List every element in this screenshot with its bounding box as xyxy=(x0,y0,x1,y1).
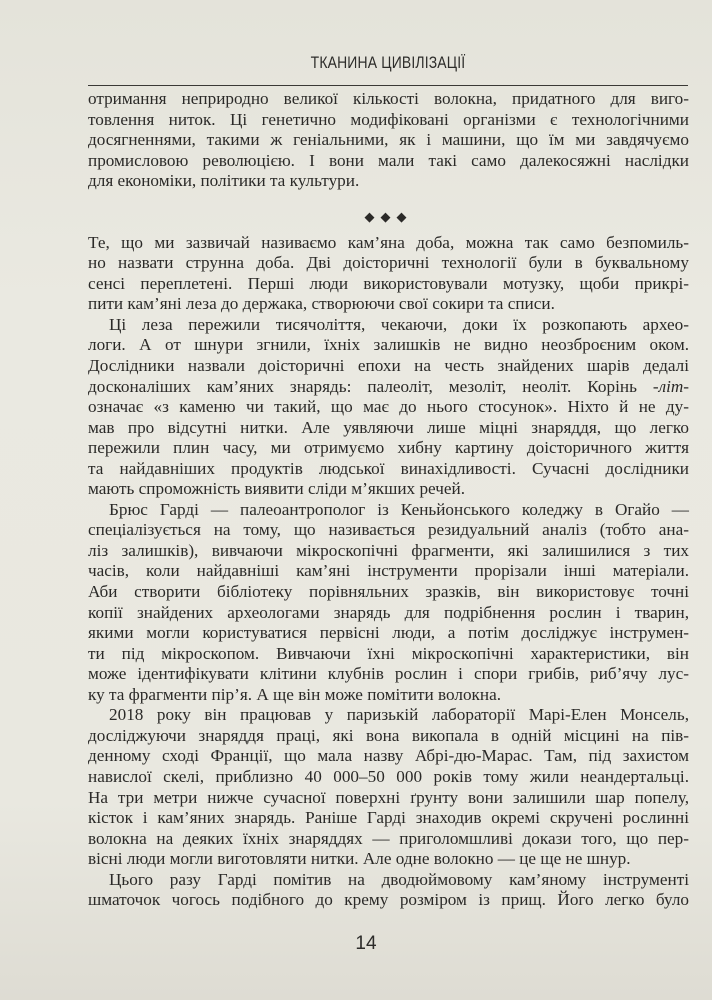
text-line: мають спроможність виявити сліди м’якших речей. xyxy=(88,479,465,499)
paragraph xyxy=(88,870,689,911)
text-line: означає «з каменю чи такий, що має до нього стосунок». Ніхто й не ду- xyxy=(88,397,689,417)
paragraph xyxy=(88,233,689,315)
text-line: кісток і кам’яних знарядь. Раніше Гарді знаходив окремі скручені рослинні xyxy=(88,808,689,828)
paragraph xyxy=(88,500,689,705)
text-line: мав про відсутні нитки. Але уявляючи лише міцні знаряддя, що легко xyxy=(88,417,689,437)
text-segment: досконаліших кам’яних знарядь: палеоліт, мезоліт, неоліт. Корінь xyxy=(88,376,653,396)
text-line: шматочок чогось подібного до крему розміром із прищ. Його легко було xyxy=(88,890,689,910)
running-title: ТКАНИНА ЦИВІЛІЗАЦІЇ xyxy=(310,53,466,72)
text-line: ти під мікроскопом. Вивчаючи їхні мікроскопічні характеристики, він xyxy=(88,643,689,663)
text-line: 2018 року він працював у паризькій лабораторії Марі-Елен Монсель, xyxy=(109,705,689,725)
paragraph xyxy=(88,315,689,500)
paragraph xyxy=(88,89,689,192)
text-line: та найдавніших продуктів людської винахідливості. Сучасні дослідники xyxy=(88,458,689,478)
text-line: спеціалізується на тому, що називається резидуальний аналіз (тобто ана- xyxy=(88,520,689,540)
text-line: Те, що ми зазвичай називаємо кам’яна доба, можна так само безпомиль- xyxy=(88,232,689,252)
text-line: якими могли користуватися первісні люди, а потім досліджує інструмен- xyxy=(88,623,689,643)
page-body xyxy=(88,89,689,911)
text-line: Ці леза пережили тисячоліття, чекаючи, доки їх розкопають архео- xyxy=(109,314,689,334)
section-before-break xyxy=(88,89,689,192)
paragraph xyxy=(88,705,689,869)
text-line: для економіки, політики та культури. xyxy=(88,171,360,191)
text-line: копії знайдених археологами знарядь для подрібнення рослин і тварин, xyxy=(88,602,689,622)
text-line: товлення ниток. Ці генетично модифіковані організми є технологічними xyxy=(88,109,689,129)
text-line: може ідентифікувати клітини клубнів рослин і спори грибів, риб’ячу лус- xyxy=(88,664,689,684)
italic-text: -літ- xyxy=(652,376,689,396)
page-number: 14 xyxy=(355,933,377,954)
section-break-ornament: ◆◆◆ xyxy=(364,208,413,224)
text-line: На три метри нижче сучасної поверхні ґрунту вони залишили шар попелу, xyxy=(88,787,689,807)
text-line: навислої скелі, приблизно 40 000–50 000 років тому жили неандертальці. xyxy=(88,766,689,786)
text-line: вісні люди могли виготовляти нитки. Але одне волокно — це ще не шнур. xyxy=(88,849,631,869)
text-line: досліджуючи знаряддя праці, які вона викопала в одній місцині на пів- xyxy=(88,725,689,745)
text-line: промисловою революцією. І вони мали такі само далекосяжні наслідки xyxy=(88,150,689,170)
text-line: пережили плин часу, ми отримуємо хибну картину доісторичного життя xyxy=(88,438,689,458)
text-line: волокна на деяких їхніх знаряддях — приголомшливі докази того, що пер- xyxy=(88,828,689,848)
text-line: но назвати струнна доба. Дві доісторичні технології були в буквальному xyxy=(88,253,689,273)
text-line: ку та фрагменти пір’я. А ще він може помітити волокна. xyxy=(88,684,502,704)
text-line: Аби створити бібліотеку порівняльних зразків, він використовує точні xyxy=(88,582,689,602)
text-line: Цього разу Гарді помітив на дводюймовому кам’яному інструменті xyxy=(109,869,689,889)
text-line: Брюс Гарді — палеоантрополог із Кеньйонського коледжу в Огайо — xyxy=(109,499,689,519)
header-rule xyxy=(88,85,688,86)
text-line: досягненнями, такими ж геніальними, як і машини, що їм ми завдячуємо xyxy=(88,130,689,150)
text-line: Дослідники назвали доісторичні епохи на честь знайдених шарів дедалі xyxy=(88,356,689,376)
text-line xyxy=(88,377,689,398)
text-line: денному сході Франції, що мала назву Абрі-дю-Марас. Там, під захистом xyxy=(88,746,689,766)
text-line: пити кам’яні леза до держака, створюючи свої сокири та списи. xyxy=(88,294,555,314)
text-line: логи. А от шнури згнили, їхніх залишків не видно неозброєним оком. xyxy=(88,335,689,355)
section-after-break xyxy=(88,233,689,911)
text-line: ліз залишків), вивчаючи мікроскопічні фрагменти, які залишилися з тих xyxy=(88,540,689,560)
text-line: сенсі переплетені. Перші люди використовували мотузку, щоби прикрі- xyxy=(88,273,689,293)
text-line: отримання неприродно великої кількості волокна, придатного для виго- xyxy=(88,89,689,108)
text-line: часів, коли найдавніші кам’яні інструменти прорізали інші матеріали. xyxy=(88,561,689,581)
